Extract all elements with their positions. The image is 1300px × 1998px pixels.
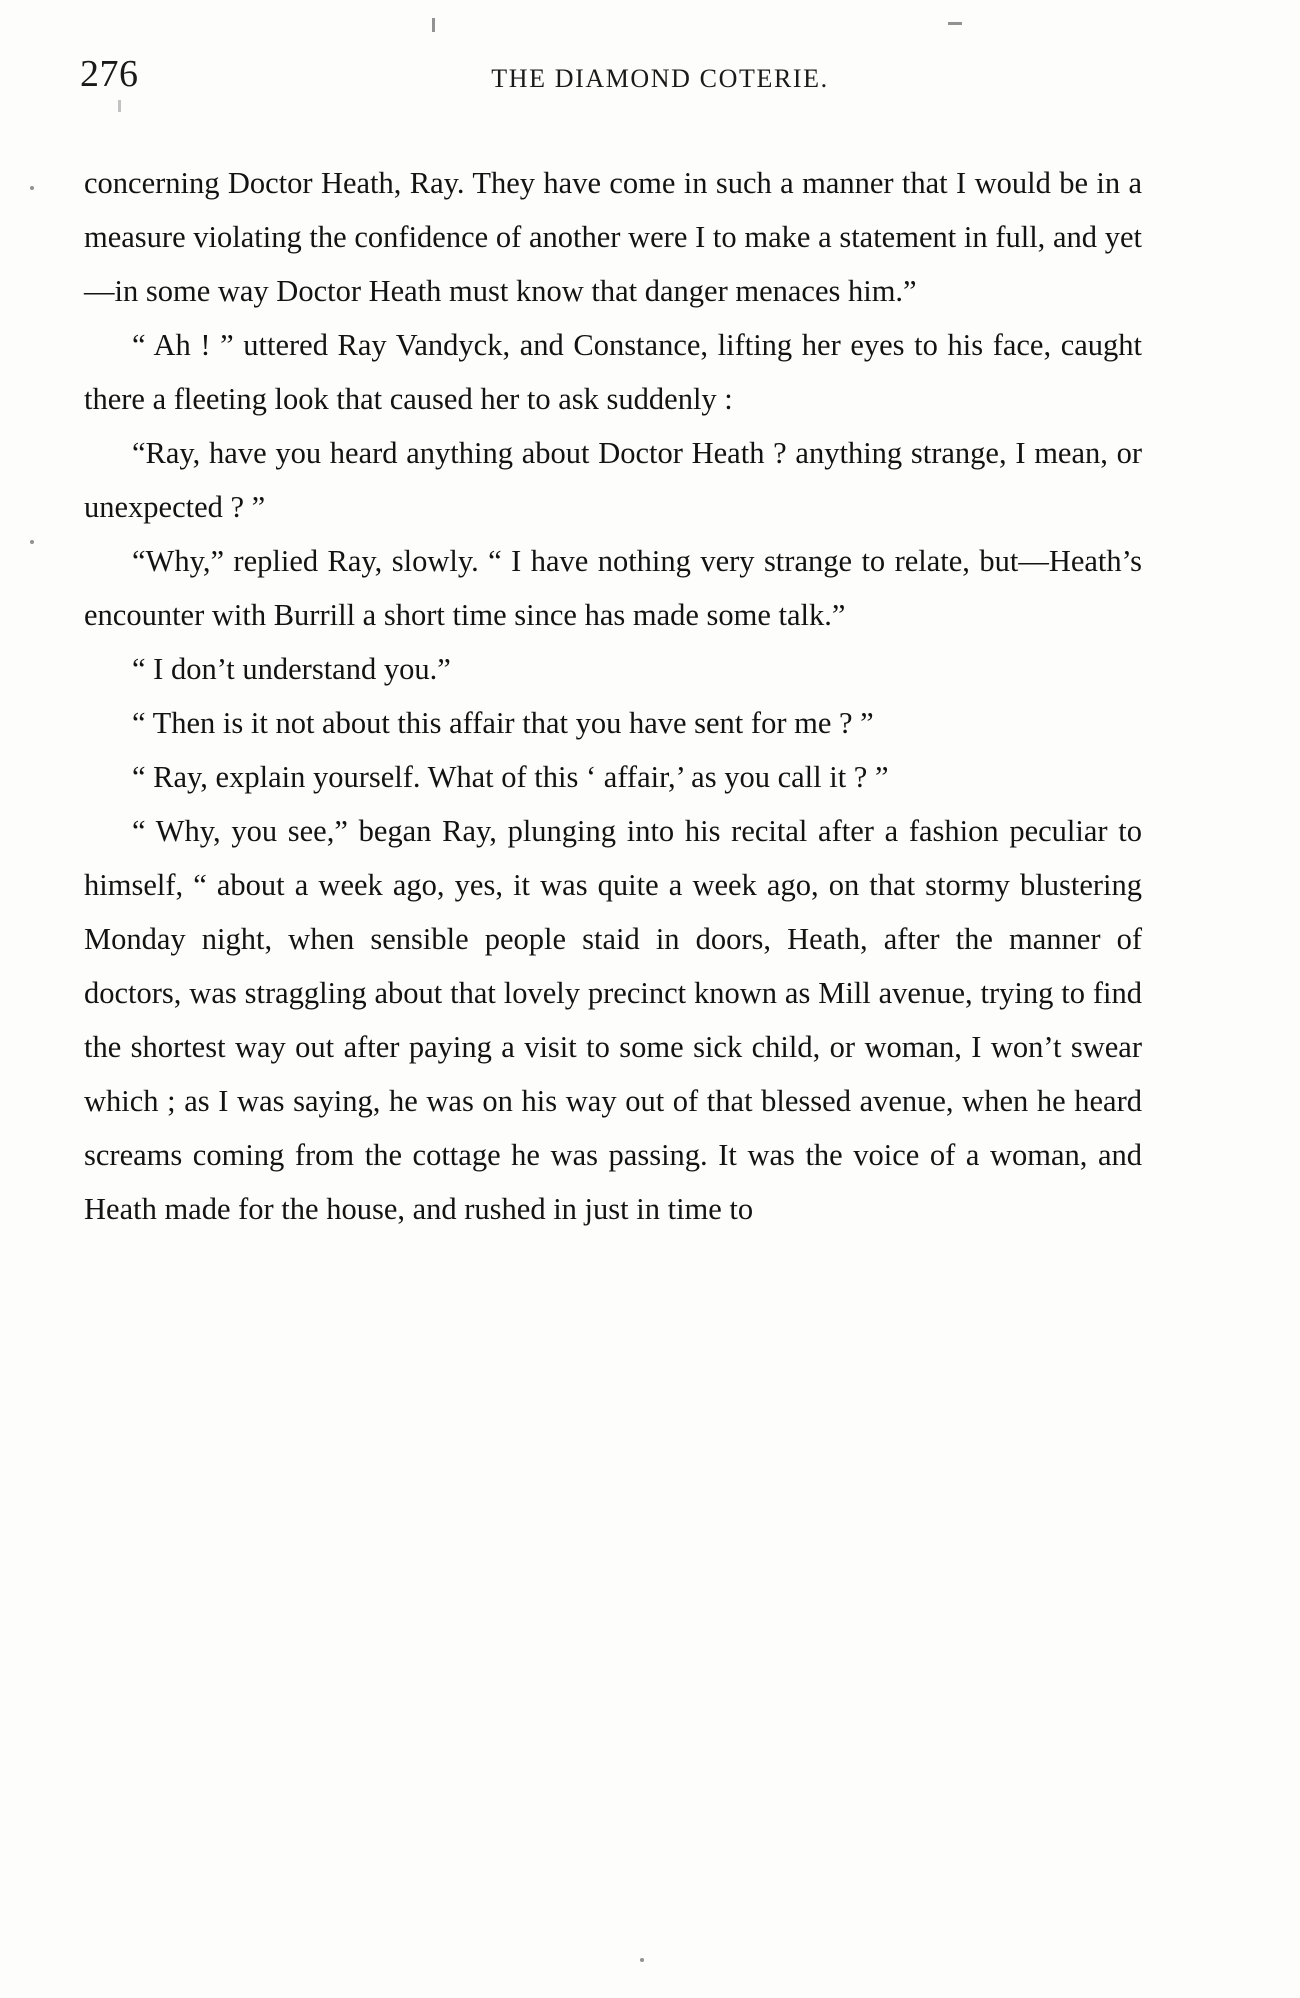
paragraph: “ Why, you see,” began Ray, plunging into his recital after a fashion peculiar to himself, “ about a week ago, yes, it was quite a week ago, on that stormy blustering Monday night, when sensible people staid in doors, Heath, after the manner of doctors, was straggling about that lovely precinct known as Mill avenue, trying to find the shortest way out after paying a visit to some sick child, or woman, I won’t swear which ; as I was saying, he was on his way out of that blessed avenue, when he heard screams coming from the cottage he was passing. It was the voice of a woman, and Heath made for the house, and rushed in just in time to — [84, 814, 1142, 1226]
page-header — [80, 52, 1140, 100]
speck-mark-margin-upper — [30, 186, 34, 190]
speck-mark-header-left — [118, 100, 121, 112]
paragraph: “ Then is it not about this affair that you have sent for me ? ” — [132, 706, 874, 740]
running-head-title: THE DIAMOND COTERIE. — [491, 64, 829, 93]
speck-mark-margin-mid — [30, 540, 34, 544]
speck-mark-top-right — [948, 22, 962, 25]
page-body-text — [84, 156, 1142, 1236]
speck-mark-top-left — [432, 18, 435, 32]
paragraph: “Why,” replied Ray, slowly. “ I have nothing very strange to relate, but—Heath’s encounter with Burrill a short time since has made some talk.” — [84, 544, 1142, 632]
paragraph: “ Ah ! ” uttered Ray Vandyck, and Constance, lifting her eyes to his face, caught there a fleeting look that caused her to ask suddenly : — [84, 328, 1142, 416]
page-number: 276 — [80, 53, 139, 95]
paragraph: “ I don’t understand you.” — [132, 652, 451, 686]
paragraph: “ Ray, explain yourself. What of this ‘ affair,’ as you call it ? ” — [132, 760, 889, 794]
speck-mark-bottom — [640, 1958, 644, 1962]
paragraph: concerning Doctor Heath, Ray. They have come in such a manner that I would be in a measure violating the confidence of another were I to make a statement in full, and yet—in some way Doctor Heath must know that danger menaces him.” — [84, 166, 1142, 308]
paragraph: “Ray, have you heard anything about Doctor Heath ? anything strange, I mean, or unexpected ? ” — [84, 436, 1142, 524]
